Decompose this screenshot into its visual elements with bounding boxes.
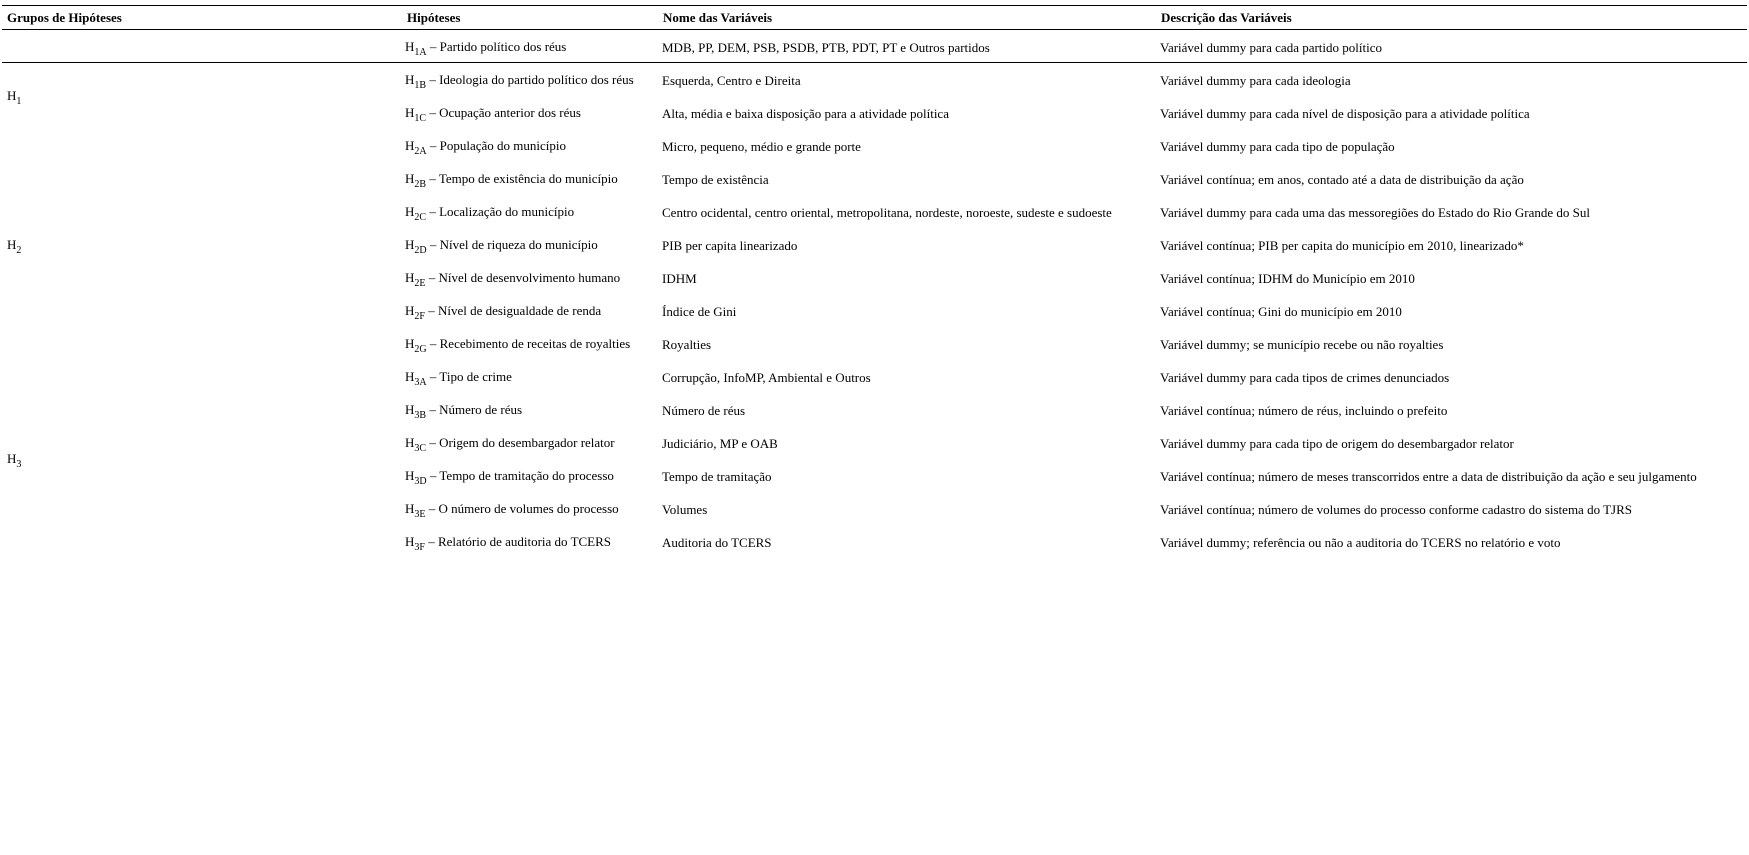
group-cell-h1 bbox=[2, 63, 402, 129]
variable-description-cell: Variável contínua; número de réus, incluindo o prefeito bbox=[1160, 403, 1448, 418]
table-row bbox=[2, 30, 1747, 63]
table-row bbox=[2, 129, 1747, 162]
variable-description-cell: Variável contínua; número de meses transcorridos entre a data de distribuição da ação e seu julgamento bbox=[1160, 469, 1697, 484]
hypothesis-subscript: 3D bbox=[414, 475, 427, 487]
variable-name-cell: Micro, pequeno, médio e grande porte bbox=[662, 139, 861, 154]
header-description: Descrição das Variáveis bbox=[1156, 6, 1747, 30]
hypothesis-text: – Ocupação anterior dos réus bbox=[429, 104, 581, 120]
variable-name-cell: Centro ocidental, centro oriental, metropolitana, nordeste, noroeste, sudeste e sudoeste bbox=[662, 205, 1112, 220]
variable-name-cell: Auditoria do TCERS bbox=[662, 535, 772, 550]
variable-name-cell: Esquerda, Centro e Direita bbox=[662, 73, 801, 89]
variable-description-cell: Variável contínua; em anos, contado até a data de distribuição da ação bbox=[1160, 172, 1524, 187]
variable-description-cell: Variável dummy para cada partido político bbox=[1156, 30, 1747, 63]
hypothesis-cell bbox=[402, 294, 658, 327]
table-body bbox=[2, 30, 1747, 558]
variable-name-cell: Volumes bbox=[662, 502, 708, 517]
header-hypothesis: Hipóteses bbox=[402, 6, 658, 30]
hypothesis-cell bbox=[402, 360, 658, 393]
hypothesis-text: – Relatório de auditoria do TCERS bbox=[428, 533, 612, 549]
hypothesis-letter: H bbox=[405, 467, 415, 483]
group-label-letter: H bbox=[7, 88, 17, 104]
variable-name-cell: Tempo de tramitação bbox=[662, 469, 772, 484]
hypothesis-text: – Recebimento de receitas de royalties bbox=[429, 335, 631, 351]
hypothesis-letter: H bbox=[405, 71, 415, 87]
table-row bbox=[2, 360, 1747, 393]
variable-description-cell: Variável contínua; Gini do município em 2010 bbox=[1160, 304, 1402, 319]
hypothesis-letter: H bbox=[405, 434, 415, 450]
hypothesis-letter: H bbox=[405, 203, 415, 219]
hypothesis-cell bbox=[402, 525, 658, 558]
hypothesis-text: – Ideologia do partido político dos réus bbox=[429, 71, 634, 87]
hypothesis-cell bbox=[402, 393, 658, 426]
hypothesis-cell bbox=[402, 30, 658, 63]
hypothesis-text: – Nível de desigualdade de renda bbox=[428, 302, 602, 318]
hypothesis-letter: H bbox=[405, 401, 415, 417]
group-label-letter: H bbox=[7, 451, 17, 466]
hypothesis-letter: H bbox=[405, 533, 415, 549]
hypothesis-subscript: 2A bbox=[414, 145, 427, 157]
hypothesis-cell bbox=[402, 327, 658, 360]
hypothesis-cell bbox=[402, 426, 658, 459]
hypothesis-letter: H bbox=[405, 170, 415, 186]
hypothesis-letter: H bbox=[405, 302, 415, 318]
hypotheses-table-container bbox=[2, 5, 1747, 558]
header-group: Grupos de Hipóteses bbox=[2, 6, 402, 30]
hypothesis-text: – Número de réus bbox=[429, 401, 523, 417]
hypothesis-text: – O número de volumes do processo bbox=[428, 500, 619, 516]
hypothesis-cell bbox=[402, 162, 658, 195]
hypothesis-subscript: 3E bbox=[414, 508, 426, 520]
hypothesis-subscript: 2G bbox=[414, 343, 427, 355]
variable-name-cell: Corrupção, InfoMP, Ambiental e Outros bbox=[662, 370, 871, 385]
hypothesis-subscript: 1A bbox=[414, 46, 427, 58]
variable-description-cell: Variável dummy para cada nível de disposição para a atividade política bbox=[1160, 106, 1530, 121]
variable-name-cell: IDHM bbox=[662, 271, 697, 286]
hypothesis-subscript: 3A bbox=[414, 376, 427, 388]
variable-name-cell: Número de réus bbox=[662, 403, 746, 418]
hypothesis-subscript: 1B bbox=[414, 79, 427, 91]
hypothesis-text: – Tempo de tramitação do processo bbox=[429, 467, 614, 483]
hypothesis-cell bbox=[402, 129, 658, 162]
group-label-subscript: 1 bbox=[16, 96, 22, 108]
variable-description-cell: Variável contínua; IDHM do Município em 2010 bbox=[1160, 271, 1415, 286]
hypotheses-table bbox=[2, 5, 1747, 558]
hypothesis-letter: H bbox=[405, 137, 415, 153]
group-cell-h3 bbox=[2, 360, 402, 558]
header-variable: Nome das Variáveis bbox=[658, 6, 1156, 30]
hypothesis-text: – Tempo de existência do município bbox=[429, 170, 618, 186]
variable-description-cell: Variável dummy para cada tipo de população bbox=[1160, 139, 1395, 154]
hypothesis-letter: H bbox=[405, 38, 415, 54]
hypothesis-letter: H bbox=[405, 269, 415, 285]
variable-description-cell: Variável contínua; número de volumes do processo conforme cadastro do sistema do TJRS bbox=[1160, 502, 1632, 517]
variable-description-cell: Variável dummy para cada tipos de crimes denunciados bbox=[1160, 370, 1450, 385]
variable-description-cell: Variável dummy para cada tipo de origem do desembargador relator bbox=[1160, 436, 1514, 451]
hypothesis-cell bbox=[402, 63, 658, 96]
hypothesis-subscript: 1C bbox=[414, 112, 427, 124]
group-label-letter: H bbox=[7, 236, 17, 252]
variable-name-cell: Alta, média e baixa disposição para a atividade política bbox=[662, 106, 949, 121]
hypothesis-letter: H bbox=[405, 335, 415, 351]
variable-name-cell: Índice de Gini bbox=[662, 304, 737, 319]
hypothesis-text: – População do município bbox=[429, 137, 566, 153]
hypothesis-subscript: 2F bbox=[414, 310, 425, 322]
hypothesis-text: – Nível de riqueza do município bbox=[429, 236, 598, 252]
hypothesis-subscript: 2B bbox=[414, 178, 427, 190]
variable-name-cell: MDB, PP, DEM, PSB, PSDB, PTB, PDT, PT e Outros partidos bbox=[658, 30, 1156, 63]
hypothesis-text: – Partido político dos réus bbox=[429, 38, 567, 54]
hypothesis-letter: H bbox=[405, 368, 415, 384]
variable-name-cell: Royalties bbox=[662, 337, 712, 352]
table-row bbox=[2, 63, 1747, 96]
hypothesis-subscript: 2D bbox=[414, 244, 427, 256]
variable-name-cell: Judiciário, MP e OAB bbox=[662, 436, 778, 451]
hypothesis-text: – Tipo de crime bbox=[429, 368, 512, 384]
hypothesis-text: – Localização do município bbox=[429, 203, 575, 219]
variable-description-cell: Variável dummy; referência ou não a auditoria do TCERS no relatório e voto bbox=[1160, 535, 1561, 550]
hypothesis-cell bbox=[402, 228, 658, 261]
table-header-row bbox=[2, 6, 1747, 30]
hypothesis-letter: H bbox=[405, 104, 415, 120]
hypothesis-text: – Origem do desembargador relator bbox=[429, 434, 615, 450]
group-label-subscript: 3 bbox=[16, 459, 22, 470]
variable-name-cell: PIB per capita linearizado bbox=[662, 238, 798, 253]
hypothesis-cell bbox=[402, 459, 658, 492]
hypothesis-cell bbox=[402, 261, 658, 294]
hypothesis-subscript: 3C bbox=[414, 442, 427, 454]
hypothesis-subscript: 2C bbox=[414, 211, 427, 223]
hypothesis-letter: H bbox=[405, 236, 415, 252]
hypothesis-cell bbox=[402, 492, 658, 525]
variable-description-cell: Variável dummy; se município recebe ou não royalties bbox=[1160, 337, 1444, 352]
hypothesis-subscript: 3B bbox=[414, 409, 427, 421]
group-label-subscript: 2 bbox=[16, 244, 22, 256]
hypothesis-cell bbox=[402, 96, 658, 129]
hypothesis-letter: H bbox=[405, 500, 415, 516]
hypothesis-subscript: 3F bbox=[414, 541, 425, 553]
variable-description-cell: Variável dummy para cada uma das messoregiões do Estado do Rio Grande do Sul bbox=[1160, 205, 1590, 220]
variable-description-cell: Variável dummy para cada ideologia bbox=[1160, 73, 1351, 89]
hypothesis-text: – Nível de desenvolvimento humano bbox=[428, 269, 621, 285]
variable-name-cell: Tempo de existência bbox=[662, 172, 769, 187]
variable-description-cell: Variável contínua; PIB per capita do município em 2010, linearizado* bbox=[1160, 238, 1524, 253]
group-cell-h2 bbox=[2, 129, 402, 360]
hypothesis-cell bbox=[402, 195, 658, 228]
hypothesis-subscript: 2E bbox=[414, 277, 426, 289]
group-cell-empty bbox=[2, 30, 402, 63]
